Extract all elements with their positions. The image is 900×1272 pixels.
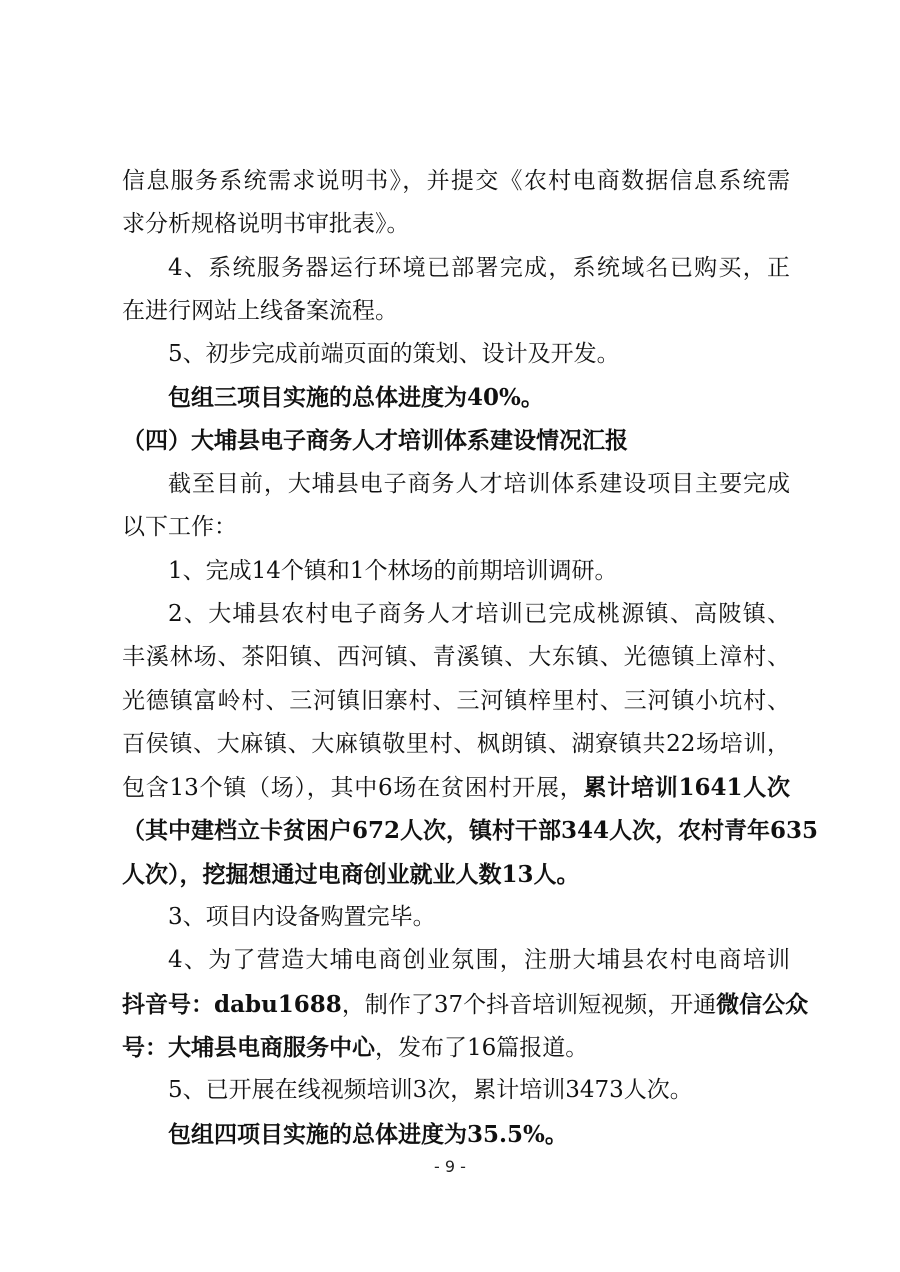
paragraph-line: 包含13个镇（场），其中6场在贫困村开展，累计培训1641人次 xyxy=(122,774,791,802)
paragraph-line: 在进行网站上线备案流程。 xyxy=(122,297,398,324)
page-number: - 9 - xyxy=(434,1157,466,1176)
list-item-server: 4、系统服务器运行环境已部署完成，系统域名已购买，正 xyxy=(168,254,790,281)
list-item-training: 2、大埔县农村电子商务人才培训已完成桃源镇、高陂镇、 xyxy=(168,600,790,627)
paragraph-line: 信息服务系统需求说明书》，并提交《农村电商数据信息系统需 xyxy=(122,168,790,194)
paragraph-line: （其中建档立卡贫困户672人次，镇村干部344人次，农村青年635 xyxy=(122,817,819,845)
paragraph-line: 光德镇富岭村、三河镇旧寨村、三河镇梓里村、三河镇小坑村、 xyxy=(122,687,790,714)
paragraph-line: 求分析规格说明书审批表》。 xyxy=(122,211,410,238)
list-item-research: 1、完成14个镇和1个林场的前期培训调研。 xyxy=(168,557,618,584)
paragraph-line: 百侯镇、大麻镇、大麻镇敬里村、枫朗镇、湖寮镇共22场培训， xyxy=(122,730,790,757)
paragraph-line: 以下工作： xyxy=(122,514,237,541)
paragraph-line: 截至目前，大埔县电子商务人才培训体系建设项目主要完成 xyxy=(168,471,790,498)
highlight-text: 累计培训1641人次 xyxy=(583,774,791,802)
list-item-online-training: 5、已开展在线视频培训3次，累计培训3473人次。 xyxy=(168,1077,693,1104)
paragraph-line: 人次），挖掘想通过电商创业就业人数13人。 xyxy=(122,860,580,888)
highlight-text: 号：大埔县电商服务中心 xyxy=(122,1033,375,1061)
paragraph-line: 抖音号：dabu1688，制作了37个抖音培训短视频，开通微信公众 xyxy=(122,990,809,1018)
progress-summary-package-3: 包组三项目实施的总体进度为40%。 xyxy=(168,384,544,412)
section-heading: （四）大埔县电子商务人才培训体系建设情况汇报 xyxy=(122,427,628,454)
paragraph-line: 丰溪林场、茶阳镇、西河镇、青溪镇、大东镇、光德镇上漳村、 xyxy=(122,644,790,671)
paragraph-line: 号：大埔县电商服务中心，发布了16篇报道。 xyxy=(122,1033,589,1061)
progress-summary-package-4: 包组四项目实施的总体进度为35.5%。 xyxy=(168,1120,568,1148)
list-item-equipment: 3、项目内设备购置完毕。 xyxy=(168,904,436,931)
document-body xyxy=(122,160,819,1156)
highlight-text: 抖音号：dabu1688 xyxy=(122,990,342,1018)
highlight-text: 微信公众 xyxy=(716,990,809,1018)
list-item-media: 4、为了营造大埔电商创业氛围，注册大埔县农村电商培训 xyxy=(168,947,790,974)
list-item-frontend: 5、初步完成前端页面的策划、设计及开发。 xyxy=(168,341,620,368)
